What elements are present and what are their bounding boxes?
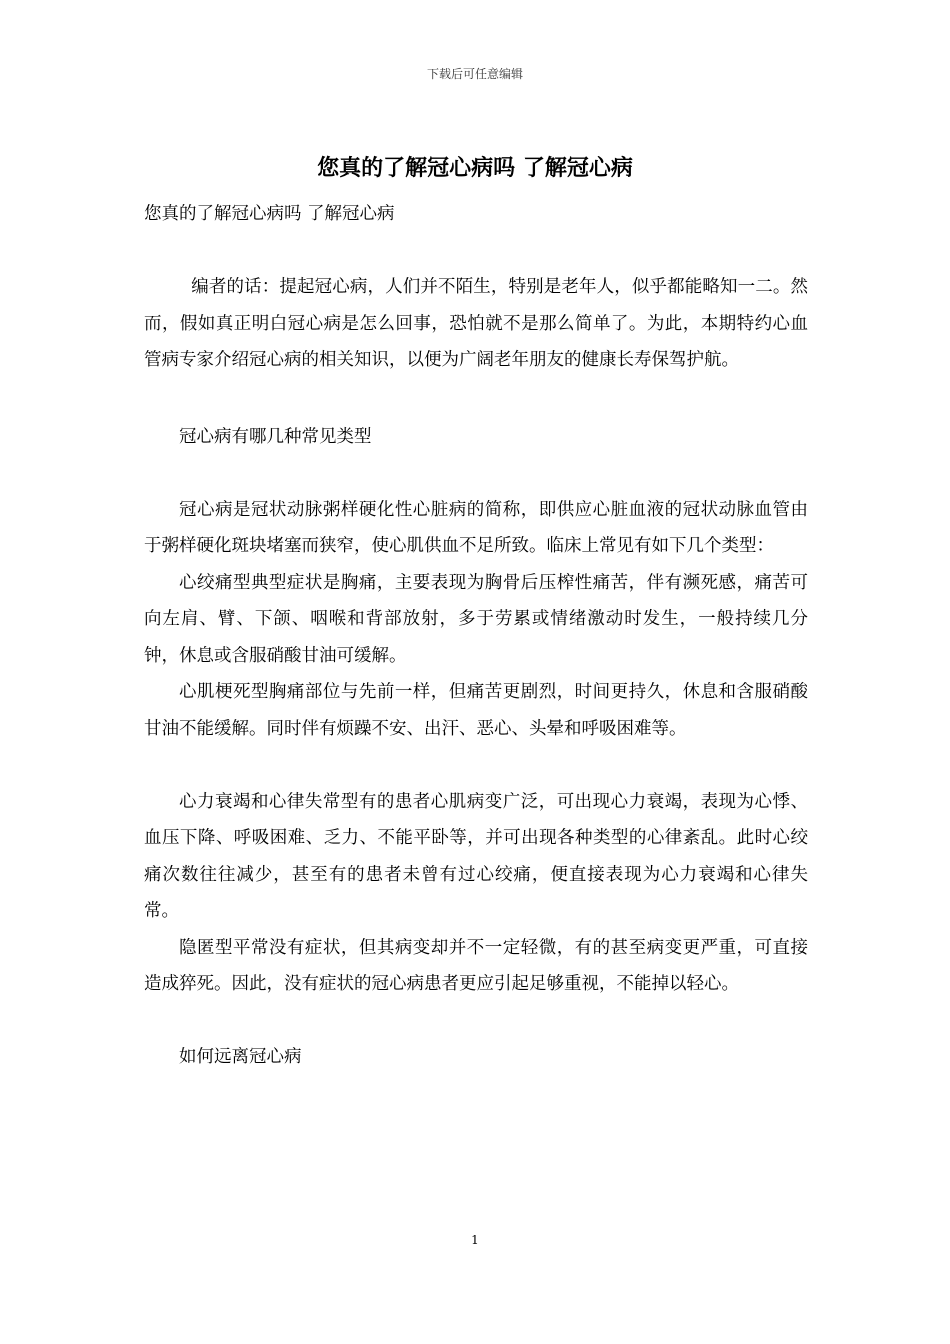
document-title: 您真的了解冠心病吗 了解冠心病: [317, 155, 633, 181]
types-intro-paragraph: 冠心病是冠状动脉粥样硬化性心脏病的简称，即供应心脏血液的冠状动脉血管由于粥样硬化斑块堵塞而狭窄，使心肌供血不足所致。临床上常见有如下几个类型：: [144, 499, 808, 556]
heart-failure-type-paragraph: 心力衰竭和心律失常型有的患者心肌病变广泛，可出现心力衰竭，表现为心悸、血压下降、呼吸困难、乏力、不能平卧等，并可出现各种类型的心律紊乱。此时心绞痛次数往往减少，甚至有的患者未曾有过心绞痛，便直接表现为心力衰竭和心律失常。: [144, 791, 808, 921]
spacer: [144, 233, 808, 270]
spacer: [144, 747, 808, 784]
latent-type-paragraph: 隐匿型平常没有症状，但其病变却并不一定轻微，有的甚至病变更严重，可直接造成猝死。因此，没有症状的冠心病患者更应引起足够重视，不能掉以轻心。: [144, 937, 808, 994]
spacer: [144, 1003, 808, 1040]
section-heading-types: 冠心病有哪几种常见类型: [179, 426, 372, 447]
page-number: 1: [471, 1233, 479, 1247]
spacer: [144, 455, 808, 492]
document-subtitle: 您真的了解冠心病吗 了解冠心病: [144, 204, 395, 224]
angina-type-paragraph: 心绞痛型典型症状是胸痛，主要表现为胸骨后压榨性痛苦，伴有濒死感，痛苦可向左肩、臂、下颌、咽喉和背部放射，多于劳累或情绪激动时发生，一般持续几分钟，休息或含服硝酸甘油可缓解。: [144, 572, 808, 666]
spacer: [144, 379, 808, 419]
editor-note-paragraph: 编者的话：提起冠心病，人们并不陌生，特别是老年人，似乎都能略知一二。然而，假如真正明白冠心病是怎么回事，恐怕就不是那么简单了。为此，本期特约心血管病专家介绍冠心病的相关知识，以便为广阔老年朋友的健康长寿保驾护航。: [144, 277, 808, 370]
infarction-type-paragraph: 心肌梗死型胸痛部位与先前一样，但痛苦更剧烈，时间更持久，休息和含服硝酸甘油不能缓解。同时伴有烦躁不安、出汗、恶心、头晕和呼吸困难等。: [144, 682, 808, 739]
section-heading-prevention: 如何远离冠心病: [179, 1047, 302, 1067]
header-note: 下载后可任意编辑: [426, 67, 523, 81]
document-body: [144, 196, 808, 1076]
